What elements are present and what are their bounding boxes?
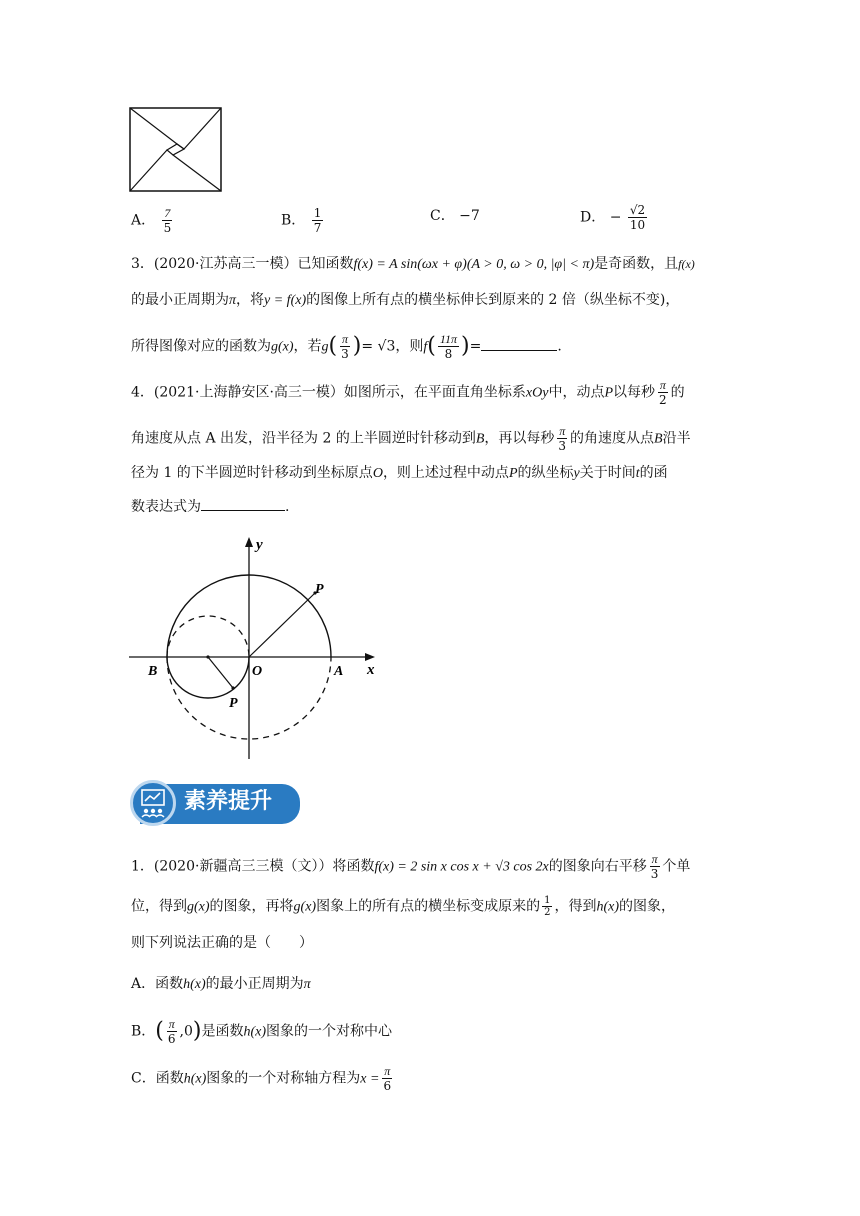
- s1-frac2-num: 1: [544, 895, 551, 906]
- s1-optb-zero: ,0: [179, 1023, 193, 1040]
- q4-y: y: [573, 466, 580, 481]
- q3-frac-num: π: [341, 332, 348, 346]
- s1-prompt: 则下列说法正确的是（ ）: [131, 935, 313, 951]
- option-a: [131, 206, 175, 235]
- s1-optb-frac-den: 6: [167, 1032, 176, 1046]
- q4-text: 关于时间: [579, 465, 636, 481]
- option-d: [580, 203, 649, 232]
- s1-hx: h(x): [183, 977, 206, 992]
- s1-line3: [131, 933, 313, 953]
- q3-equals: =: [469, 338, 482, 355]
- s1-x-eq: x =: [360, 1071, 380, 1087]
- label-b: B: [148, 664, 158, 679]
- q3-text: ，若: [293, 338, 322, 355]
- q3-frac2-den: 8: [444, 347, 453, 361]
- s1-frac-den: 3: [650, 867, 659, 881]
- label-o: O: [252, 664, 263, 679]
- label-y: y: [256, 537, 263, 553]
- s1-option-a-text: 的最小正周期为: [205, 976, 304, 992]
- q4-text: 以每秒: [613, 384, 656, 401]
- q3-f: f: [423, 339, 428, 355]
- q4-xoy: xOy: [525, 385, 549, 401]
- q3-text: 所得图像对应的函数为: [131, 338, 271, 355]
- s1-text: ，得到: [554, 898, 597, 915]
- q4-p: P: [508, 466, 518, 481]
- s1-option-b: B．( $\frac{\pi}{6}$ ,0)是函数h(x)图象的一个对称中心: [131, 1017, 393, 1046]
- option-d-fraction: [628, 203, 647, 232]
- label-p-bottom: P: [229, 696, 238, 711]
- label-x: x: [367, 662, 375, 678]
- q4-text: 数表达式为: [131, 499, 201, 515]
- q4-answer-blank[interactable]: [201, 496, 285, 511]
- q4-line4: [131, 496, 289, 517]
- q4-text: 的函: [639, 465, 668, 481]
- q4-p: P: [604, 385, 614, 401]
- s1-hx: h(x): [596, 899, 620, 915]
- s1-hx: h(x): [243, 1024, 267, 1040]
- q3-sqrt3: = √3: [361, 338, 396, 355]
- s1-line2: [131, 895, 675, 918]
- option-b-den: 7: [313, 221, 322, 235]
- s1-option-c-label: C．函数: [131, 1070, 184, 1087]
- q4-text: ，则上述过程中动点: [382, 465, 509, 481]
- q3-y-eq: y = f(x): [264, 293, 307, 308]
- s1-text: 的图象向右平移: [548, 858, 647, 875]
- s1-function: f(x) = 2 sin x cos x + √3 cos 2x: [374, 859, 549, 875]
- s1-option-a: [131, 974, 311, 995]
- s1-fraction-pi-6: [166, 1017, 178, 1046]
- circle-motion-figure: [125, 535, 385, 763]
- s1-frac-num: π: [651, 852, 658, 866]
- q3-text: 的最小正周期为: [131, 292, 229, 308]
- option-a-den: 5: [163, 221, 172, 235]
- s1-text: 图象上的所有点的横坐标变成原来的: [316, 898, 541, 915]
- option-c-value: −7: [459, 208, 480, 224]
- s1-text: 的图象，再将: [209, 898, 294, 915]
- q3-text: ，将: [236, 292, 265, 308]
- q3-fx: f(x): [678, 257, 695, 271]
- option-a-fraction: [162, 206, 174, 235]
- s1-option-c: [131, 1064, 395, 1093]
- q3-line2: [131, 290, 679, 311]
- q3-period: .: [557, 338, 562, 355]
- q4-line2: [131, 424, 691, 453]
- q4-frac2-den: 3: [558, 439, 567, 453]
- q3-fraction-11pi-8: [438, 332, 459, 361]
- q3-answer-blank[interactable]: [481, 336, 557, 351]
- presentation-board-icon: [133, 783, 173, 823]
- s1-fraction-1-2: [542, 895, 552, 918]
- s1-text: 个单: [662, 858, 691, 875]
- q3-frac-den: 3: [341, 347, 349, 361]
- option-d-num: √2: [629, 203, 646, 217]
- q4-fraction-pi-3: [556, 424, 568, 453]
- option-d-den: 10: [629, 218, 646, 232]
- s1-text: 位，得到: [131, 898, 187, 915]
- q3-text: 3．(2020·江苏高三一模）已知函数: [131, 256, 354, 272]
- q3-frac2-num: 11π: [439, 332, 457, 346]
- label-a: A: [334, 664, 344, 679]
- s1-option-b-label: B．: [131, 1023, 156, 1040]
- option-c: [430, 206, 480, 226]
- q3-text: 是奇函数，且: [594, 256, 679, 272]
- q4-t: t: [635, 466, 640, 481]
- q3-gx: g(x): [271, 339, 294, 355]
- option-b-num: 1: [313, 206, 322, 220]
- q4-text: 的: [670, 384, 685, 401]
- s1-frac2-den: 2: [544, 907, 551, 918]
- q4-frac-num: π: [659, 378, 666, 392]
- option-a-num: 7: [164, 206, 171, 220]
- s1-gx: g(x): [293, 899, 317, 915]
- q4-text: 沿半: [662, 430, 691, 447]
- q4-text: ，再以每秒: [484, 430, 555, 447]
- q4-frac-den: 2: [659, 393, 667, 407]
- s1-optb-frac-num: π: [168, 1017, 175, 1031]
- q4-frac2-num: π: [559, 424, 566, 438]
- s1-pi: π: [303, 977, 311, 992]
- s1-option-b-text: 是函数: [201, 1023, 244, 1040]
- q4-text: 径为 1 的下半圆逆时针移动到坐标原点: [131, 465, 373, 481]
- q3-fraction-pi-3: [339, 332, 351, 361]
- option-a-label: A．: [131, 212, 156, 229]
- q3-line1: [131, 254, 695, 275]
- q4-fraction-pi-2: [657, 378, 669, 407]
- s1-fraction-pi-6-c: [381, 1064, 393, 1093]
- q4-b: B: [475, 431, 485, 447]
- q4-o: O: [372, 466, 383, 481]
- pinwheel-square-figure: [129, 107, 223, 193]
- section-title: 素养提升: [184, 789, 273, 814]
- s1-optc-frac-den: 6: [383, 1079, 392, 1093]
- q4-text: 的纵坐标: [517, 465, 574, 481]
- q4-text: 的角速度从点: [570, 430, 655, 447]
- option-b: [281, 206, 325, 235]
- s1-hx: h(x): [183, 1071, 207, 1087]
- option-b-label: B．: [281, 212, 306, 229]
- q4-text: 中，动点: [548, 384, 605, 401]
- q3-text: 的图像上所有点的横坐标伸长到原来的 2 倍（纵坐标不变)，: [306, 292, 680, 308]
- label-p-top: P: [315, 582, 324, 597]
- s1-option-b-text: 图象的一个对称中心: [266, 1023, 393, 1040]
- q4-line3: [131, 463, 668, 484]
- option-d-label: D．: [580, 209, 606, 226]
- section-header-badge: [130, 780, 302, 826]
- q3-line3: 所得图像对应的函数为g(x)，若g( $\frac{\pi}{3}$ )= √3，则f( $\frac{11\pi}{8}$ )= .: [131, 332, 562, 361]
- section-badge-icon: [130, 780, 176, 826]
- s1-gx: g(x): [187, 899, 210, 915]
- s1-fraction-pi-3: [649, 852, 661, 881]
- q4-line1: [131, 378, 685, 407]
- q4-text: 角速度从点 A 出发，沿半径为 2 的上半圆逆时针移动到: [131, 430, 476, 447]
- q3-function-def: f(x) = A sin(ωx + φ)(A > 0, ω > 0, |φ| < π): [353, 257, 595, 272]
- q3-text: ，则: [395, 338, 424, 355]
- option-c-label: C．: [430, 208, 455, 224]
- q3-pi: π: [229, 293, 237, 308]
- q4-b: B: [654, 431, 663, 447]
- q4-text: 4．(2021·上海静安区·高三一模）如图所示，在平面直角坐标系: [131, 384, 526, 401]
- q3-g: g: [321, 339, 329, 355]
- s1-text: 的图象，: [619, 898, 676, 915]
- s1-text: 1．(2020·新疆高三三模（文））将函数: [131, 858, 375, 875]
- s1-optc-frac-num: π: [384, 1064, 391, 1078]
- s1-line1: [131, 852, 690, 881]
- option-b-fraction: [312, 206, 324, 235]
- option-d-sign: −: [609, 209, 622, 226]
- s1-option-a-label: A．函数: [131, 976, 184, 992]
- q4-period: .: [285, 499, 290, 515]
- s1-option-c-text: 图象的一个对称轴方程为: [206, 1070, 361, 1087]
